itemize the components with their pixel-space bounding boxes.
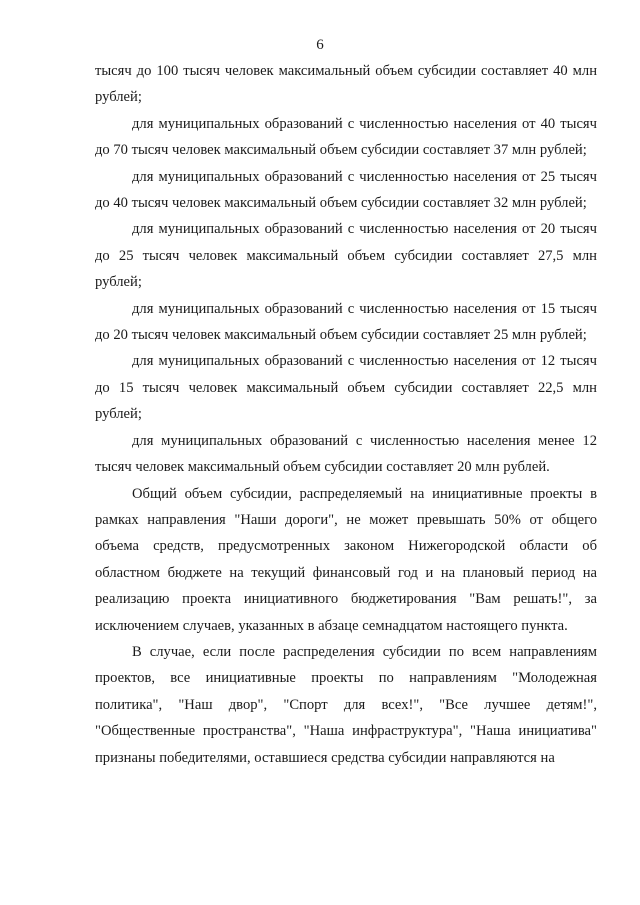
paragraph-1: тысяч до 100 тысяч человек максимальный объем субсидии составляет 40 млн рублей; bbox=[95, 63, 597, 106]
paragraph-6: для муниципальных образований с численностью населения от 12 тысяч до 15 тысяч человек максимальный объем субсидии составляет 22,5 млн рублей; bbox=[95, 353, 597, 423]
paragraph-9: В случае, если после распределения субсидии по всем направлениям проектов, все инициативные проекты по направлениям "Молодежная политика", "Наш двор", "Спорт для всех!", "Все лучшее детям!", "Общественные пространства", "Наша инфраструктура", "Наша инициатива" признаны победителями, оставшиеся средства субсидии направляются на bbox=[95, 643, 597, 766]
page-number: 6 bbox=[316, 37, 324, 53]
document-body bbox=[95, 58, 597, 771]
paragraph-4: для муниципальных образований с численностью населения от 20 тысяч до 25 тысяч человек максимальный объем субсидии составляет 27,5 млн рублей; bbox=[95, 221, 597, 291]
paragraph-5: для муниципальных образований с численностью населения от 15 тысяч до 20 тысяч человек максимальный объем субсидии составляет 25 млн рублей; bbox=[95, 300, 597, 344]
paragraph-7: для муниципальных образований с численностью населения менее 12 тысяч человек максимальный объем субсидии составляет 20 млн рублей. bbox=[95, 432, 597, 476]
paragraph-8: Общий объем субсидии, распределяемый на инициативные проекты в рамках направления "Наши дороги", не может превышать 50% от общего объема средств, предусмотренных законом Нижегородской области об областном бюджете на текущий финансовый год и на плановый период на реализацию проекта инициативного бюджетирования "Вам решать!", за исключением случаев, указанных в абзаце семнадцатом настоящего пункта. bbox=[95, 485, 597, 634]
paragraph-3: для муниципальных образований с численностью населения от 25 тысяч до 40 тысяч человек максимальный объем субсидии составляет 32 млн рублей; bbox=[95, 168, 597, 212]
paragraph-2: для муниципальных образований с численностью населения от 40 тысяч до 70 тысяч человек максимальный объем субсидии составляет 37 млн рублей; bbox=[95, 115, 597, 159]
